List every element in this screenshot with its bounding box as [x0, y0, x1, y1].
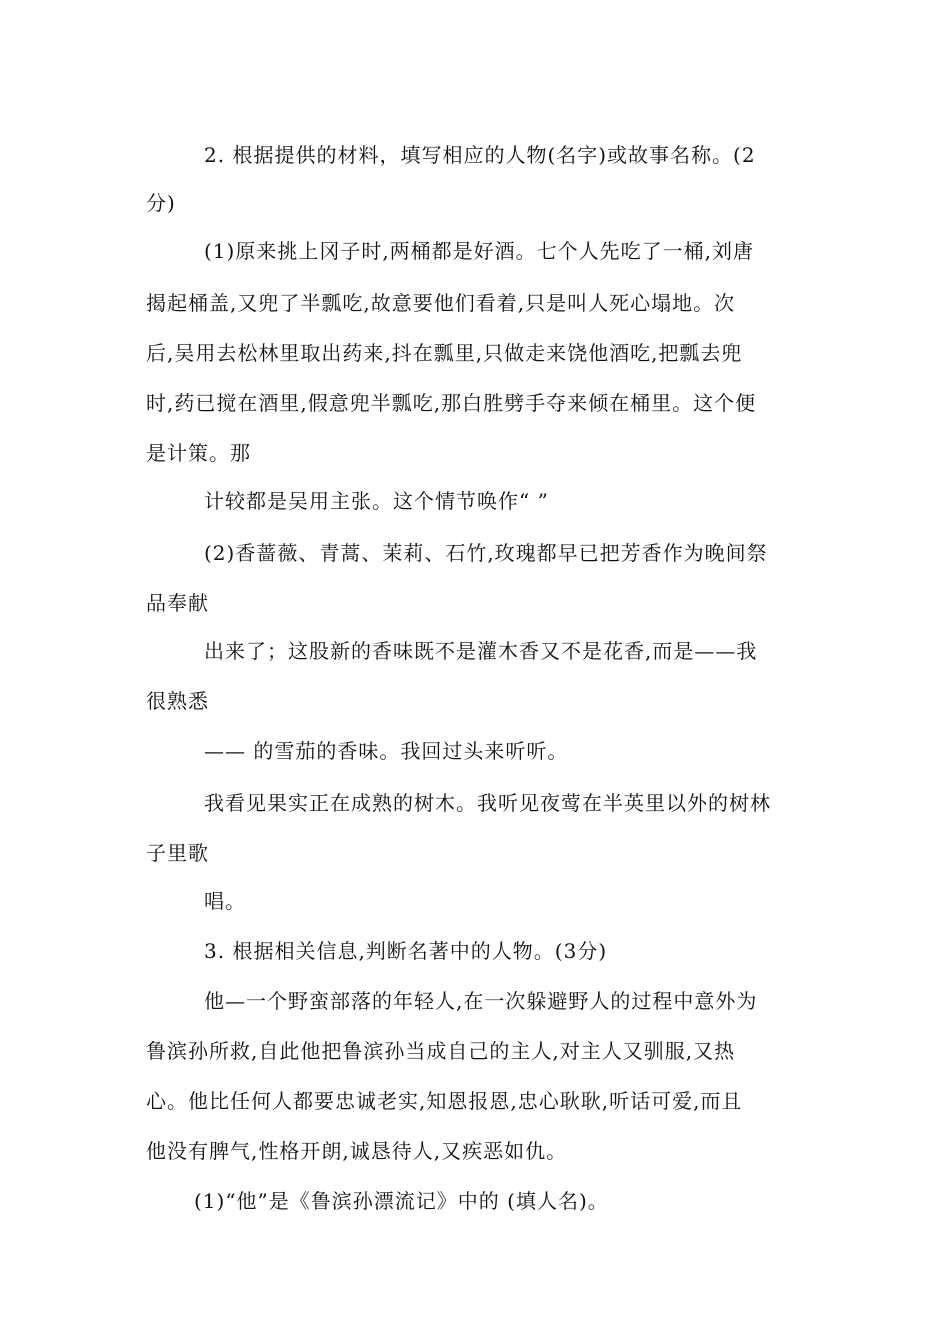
text-line: 后,吴用去松林里取出药来,抖在瓢里,只做走来饶他酒吃,把瓢去兜 [146, 341, 743, 365]
text-line: 计较都是吴用主张。这个情节唤作“ ” [204, 489, 549, 513]
text-line: (1)原来挑上冈子时,两桶都是好酒。七个人先吃了一桶,刘唐 [204, 239, 755, 263]
question-3-heading: 3. 根据相关信息,判断名著中的人物。(3分) [204, 939, 608, 963]
text-line: 唱。 [204, 889, 246, 913]
text-line: 出来了；这股新的香味既不是灌木香又不是花香,而是——我 [204, 639, 758, 663]
question-2-heading: 2. 根据提供的材料，填写相应的人物(名字)或故事名称。(2 [204, 143, 756, 167]
text-line: 子里歌 [146, 841, 209, 865]
text-line: 鲁滨孙所救,自此他把鲁滨孙当成自己的主人,对主人又驯服,又热 [146, 1039, 736, 1063]
text-line: 很熟悉 [146, 689, 209, 713]
text-line: (2)香蔷薇、青蒿、茉莉、石竹,玫瑰都早已把芳香作为晚间祭 [204, 541, 768, 565]
text-line: 他没有脾气,性格开朗,诚恳待人,又疾恶如仇。 [146, 1139, 568, 1163]
text-line: 揭起桶盖,又兜了半瓢吃,故意要他们看着,只是叫人死心塌地。次 [146, 291, 736, 315]
text-line: —— 的雪茄的香味。我回过头来听听。 [204, 739, 569, 763]
text-line: (1)“他”是《鲁滨孙漂流记》中的 (填人名)。 [194, 1189, 609, 1213]
text-line: 我看见果实正在成熟的树木。我听见夜莺在半英里以外的树林 [204, 791, 771, 815]
text-line: 品奉献 [146, 591, 209, 615]
text-line: 心。他比任何人都要忠诚老实,知恩报恩,忠心耿耿,听话可爱,而且 [146, 1089, 743, 1113]
text-line: 他—一个野蛮部落的年轻人,在一次躲避野人的过程中意外为 [204, 989, 758, 1013]
text-line: 是计策。那 [146, 441, 251, 465]
text-line: 时,药已搅在酒里,假意兜半瓢吃,那白胜劈手夺来倾在桶里。这个便 [146, 391, 757, 415]
text-line: 分) [146, 191, 176, 215]
